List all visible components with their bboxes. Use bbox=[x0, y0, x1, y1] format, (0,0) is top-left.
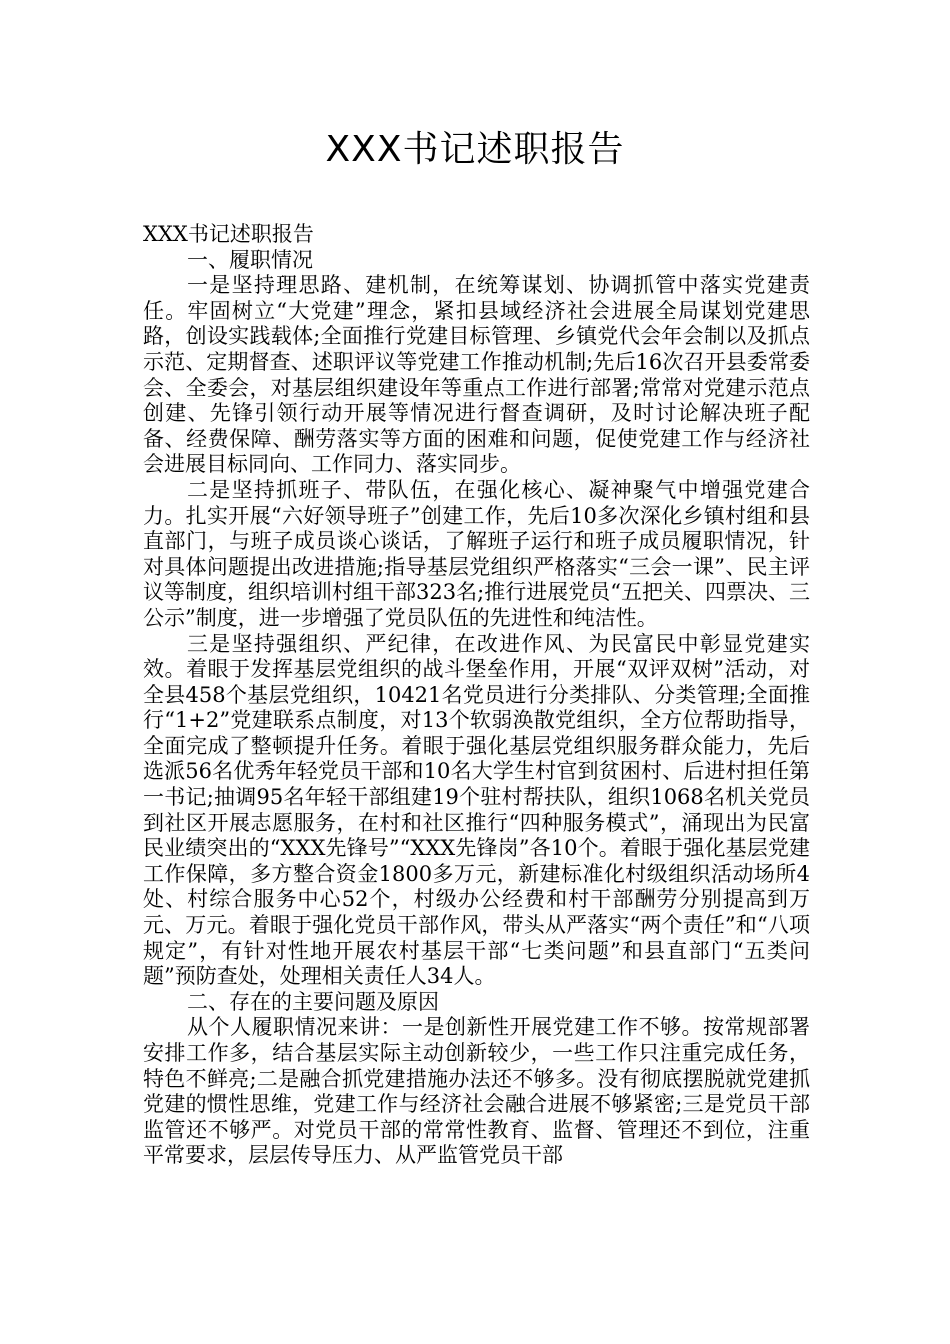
paragraph-team-building: 二是坚持抓班子、带队伍，在强化核心、凝神聚气中增强党建合力。扎实开展“六好领导班子”创建工作，先后10多次深化乡镇村组和县直部门，与班子成员谈心谈话，了解班子运行和班子成员履职情况，针对具体问题提出改进措施;指导基层党组织严格落实“三会一课”、民主评议等制度，组织培训村组干部323名;推行进展党员“五把关、四票决、三公示”制度，进一步增强了党员队伍的先进性和纯洁性。 bbox=[143, 477, 810, 630]
document-body bbox=[143, 222, 810, 1169]
section-heading-performance: 一、履职情况 bbox=[187, 247, 313, 272]
paragraph-party-responsibility: 一是坚持理思路、建机制，在统筹谋划、协调抓管中落实党建责任。牢固树立“大党建”理念，紧扣县域经济社会进展全局谋划党建思路，创设实践载体;全面推行党建目标管理、乡镇党代会年会制以及抓点示范、定期督查、述职评议等党建工作推动机制;先后16次召开县委常委会、全委会，对基层组织建设年等重点工作进行部署;常常对党建示范点创建、先锋引领行动开展等情况进行督查调研，及时讨论解决班子配备、经费保障、酬劳落实等方面的困难和问题，促使党建工作与经济社会进展目标同向、工作同力、落实同步。 bbox=[143, 273, 810, 477]
paragraph-organization-discipline: 三是坚持强组织、严纪律，在改进作风、为民富民中彰显党建实效。着眼于发挥基层党组织的战斗堡垒作用，开展“双评双树”活动，对全县458个基层党组织，10421名党员进行分类排队、分类管理;全面推行“1+2”党建联系点制度，对13个软弱涣散党组织，全方位帮助指导，全面完成了整顿提升任务。着眼于强化基层党组织服务群众能力，先后选派56名优秀年轻党员干部和10名大学生村官到贫困村、后进村担任第一书记;抽调95名年轻干部组建19个驻村帮扶队，组织1068名机关党员到社区开展志愿服务，在村和社区推行“四种服务模式”，涌现出为民富民业绩突出的“XXX先锋号”“XXX先锋岗”各10个。着眼于强化基层党建工作保障，多方整合资金1800多万元，新建标准化村级组织活动场所4处、村综合服务中心52个，村级办公经费和村干部酬劳分别提高到万元、万元。着眼于强化党员干部作风，带头从严落实“两个责任”和“八项规定”，有针对性地开展农村基层干部“七类问题”和县直部门“五类问题”预防查处，处理相关责任人34人。 bbox=[143, 631, 810, 989]
paragraph-personal-problems: 从个人履职情况来讲：一是创新性开展党建工作不够。按常规部署安排工作多，结合基层实际主动创新较少，一些工作只注重完成任务，特色不鲜亮;二是融合抓党建措施办法还不够多。没有彻底摆脱就党建抓党建的惯性思维，党建工作与经济社会融合进展不够紧密;三是党员干部监管还不够严。对党员干部的常常性教育、监督、管理还不到位，注重平常要求，层层传导压力、从严监管党员干部 bbox=[143, 1015, 810, 1168]
document-title: XXX书记述职报告 bbox=[325, 129, 625, 170]
section-heading-problems: 二、存在的主要问题及原因 bbox=[187, 989, 439, 1014]
document-subtitle: XXX书记述职报告 bbox=[143, 222, 314, 246]
